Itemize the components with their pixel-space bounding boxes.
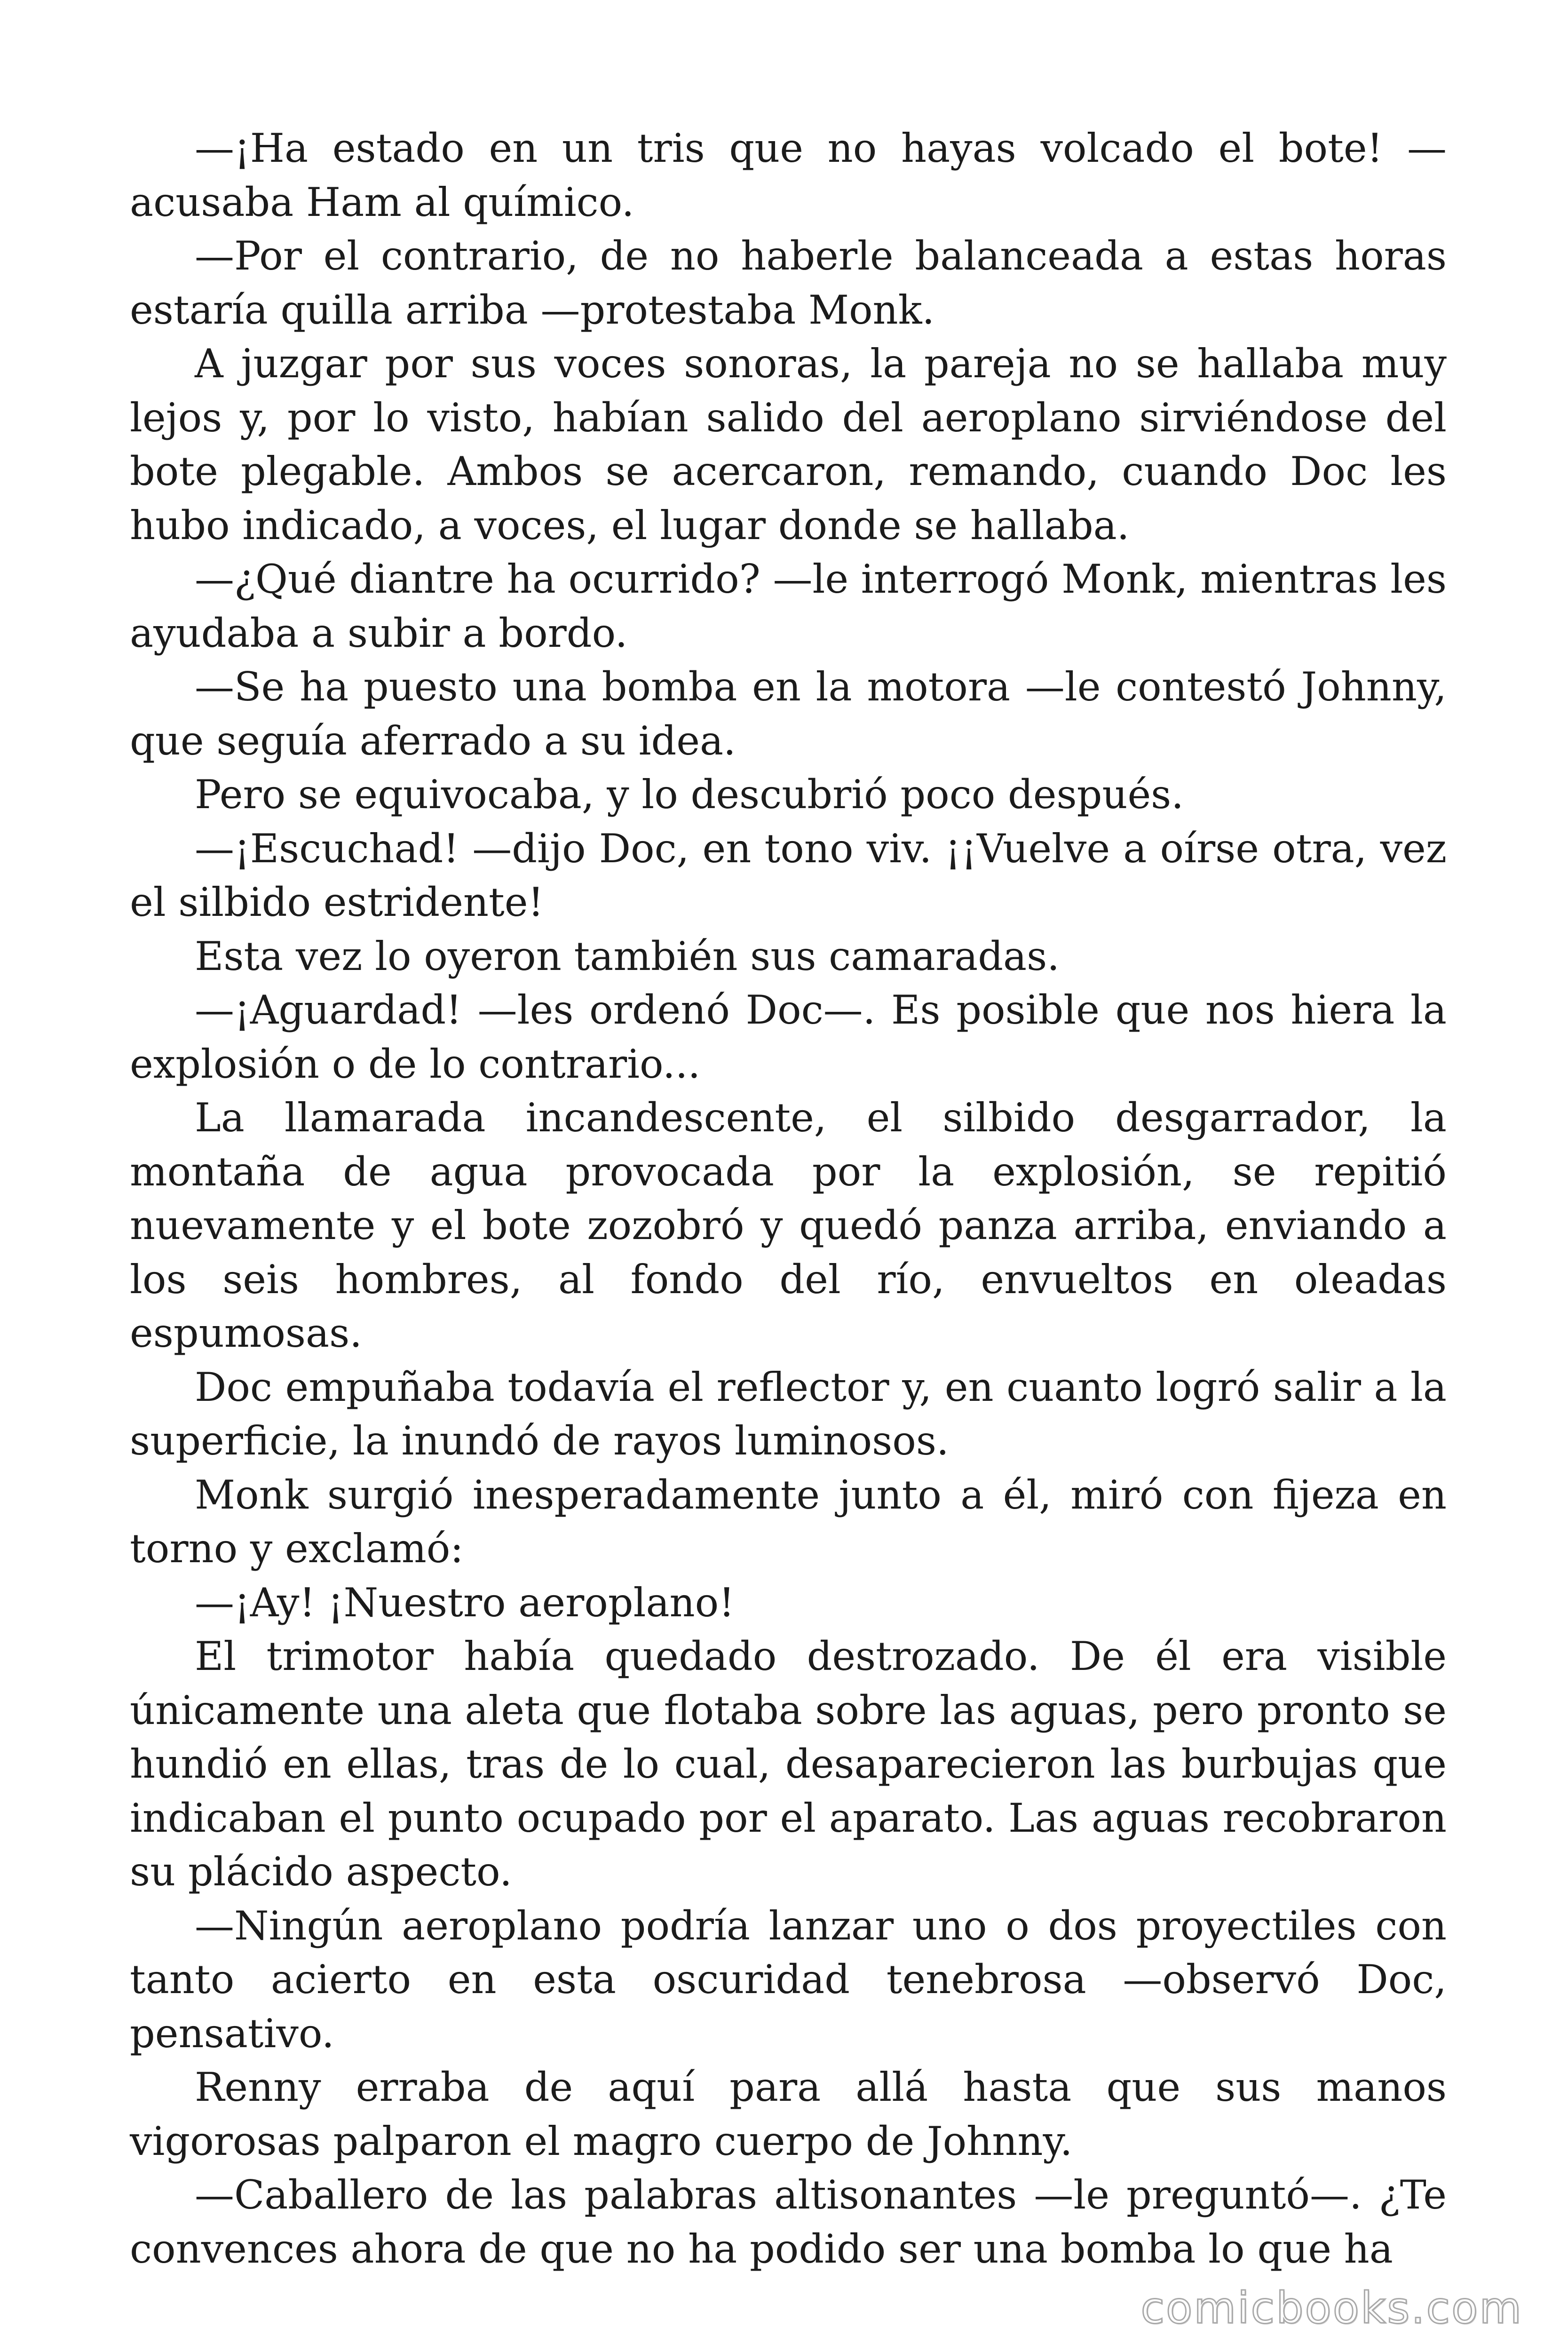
paragraph-4: —¿Qué diantre ha ocurrido? —le interrogó Monk, mientras les ayudaba a subir a bordo. — [130, 556, 1447, 656]
paragraph-9: —¡Aguardad! —les ordenó Doc—. Es posible que nos hiera la explosión o de lo contrario... — [130, 987, 1447, 1087]
paragraph-14: El trimotor había quedado destrozado. De él era visible únicamente una aleta que flotaba sobre las aguas, pero pronto se hundió en ellas, tras de lo cual, desaparecieron las burbujas que indicaban el punto ocupado por el aparato. Las aguas recobraron su plácido aspecto. — [130, 1633, 1447, 1895]
paragraph-2: —Por el contrario, de no haberle balanceada a estas horas estaría quilla arriba —protestaba Monk. — [130, 233, 1447, 333]
paragraph-12: Monk surgió inesperadamente junto a él, miró con fijeza en torno y exclamó: — [130, 1471, 1447, 1572]
paragraph-5: —Se ha puesto una bomba en la motora —le contestó Johnny, que seguía aferrado a su idea. — [130, 664, 1447, 764]
paragraph-8: Esta vez lo oyeron también sus camaradas. — [195, 933, 1060, 979]
paragraph-16: Renny erraba de aquí para allá hasta que sus manos vigorosas palparon el magro cuerpo de Johnny. — [130, 2064, 1447, 2164]
paragraph-17: —Caballero de las palabras altisonantes —le preguntó—. ¿Te convences ahora de que no ha podido ser una bomba lo que ha — [130, 2172, 1447, 2272]
paragraph-1: —¡Ha estado en un tris que no hayas volcado el bote! —acusaba Ham al químico. — [130, 125, 1447, 225]
paragraph-15: —Ningún aeroplano podría lanzar uno o dos proyectiles con tanto acierto en esta oscuridad tenebrosa —observó Doc, pensativo. — [130, 1902, 1447, 2057]
watermark: comicbooks.com — [1140, 2283, 1523, 2333]
paragraph-10: La llamarada incandescente, el silbido desgarrador, la montaña de agua provocada por la explosión, se repitió nuevamente y el bote zozobró y quedó panza arriba, enviando a los seis hombres, al fondo del río, envueltos en oleadas espumosas. — [130, 1095, 1447, 1356]
paragraph-7: —¡Escuchad! —dijo Doc, en tono viv. ¡¡Vuelve a oírse otra, vez el silbido estridente! — [130, 825, 1447, 925]
paragraph-11: Doc empuñaba todavía el reflector y, en cuanto logró salir a la superficie, la inundó de rayos luminosos. — [130, 1364, 1447, 1464]
body-text — [130, 121, 1447, 2276]
paragraph-13: —¡Ay! ¡Nuestro aeroplano! — [195, 1579, 735, 1626]
paragraph-3: A juzgar por sus voces sonoras, la pareja no se hallaba muy lejos y, por lo visto, habían salido del aeroplano sirviéndose del bote plegable. Ambos se acercaron, remando, cuando Doc les hubo indicado, a voces, el lugar donde se hallaba. — [130, 341, 1447, 548]
paragraph-6: Pero se equivocaba, y lo descubrió poco después. — [195, 771, 1184, 818]
